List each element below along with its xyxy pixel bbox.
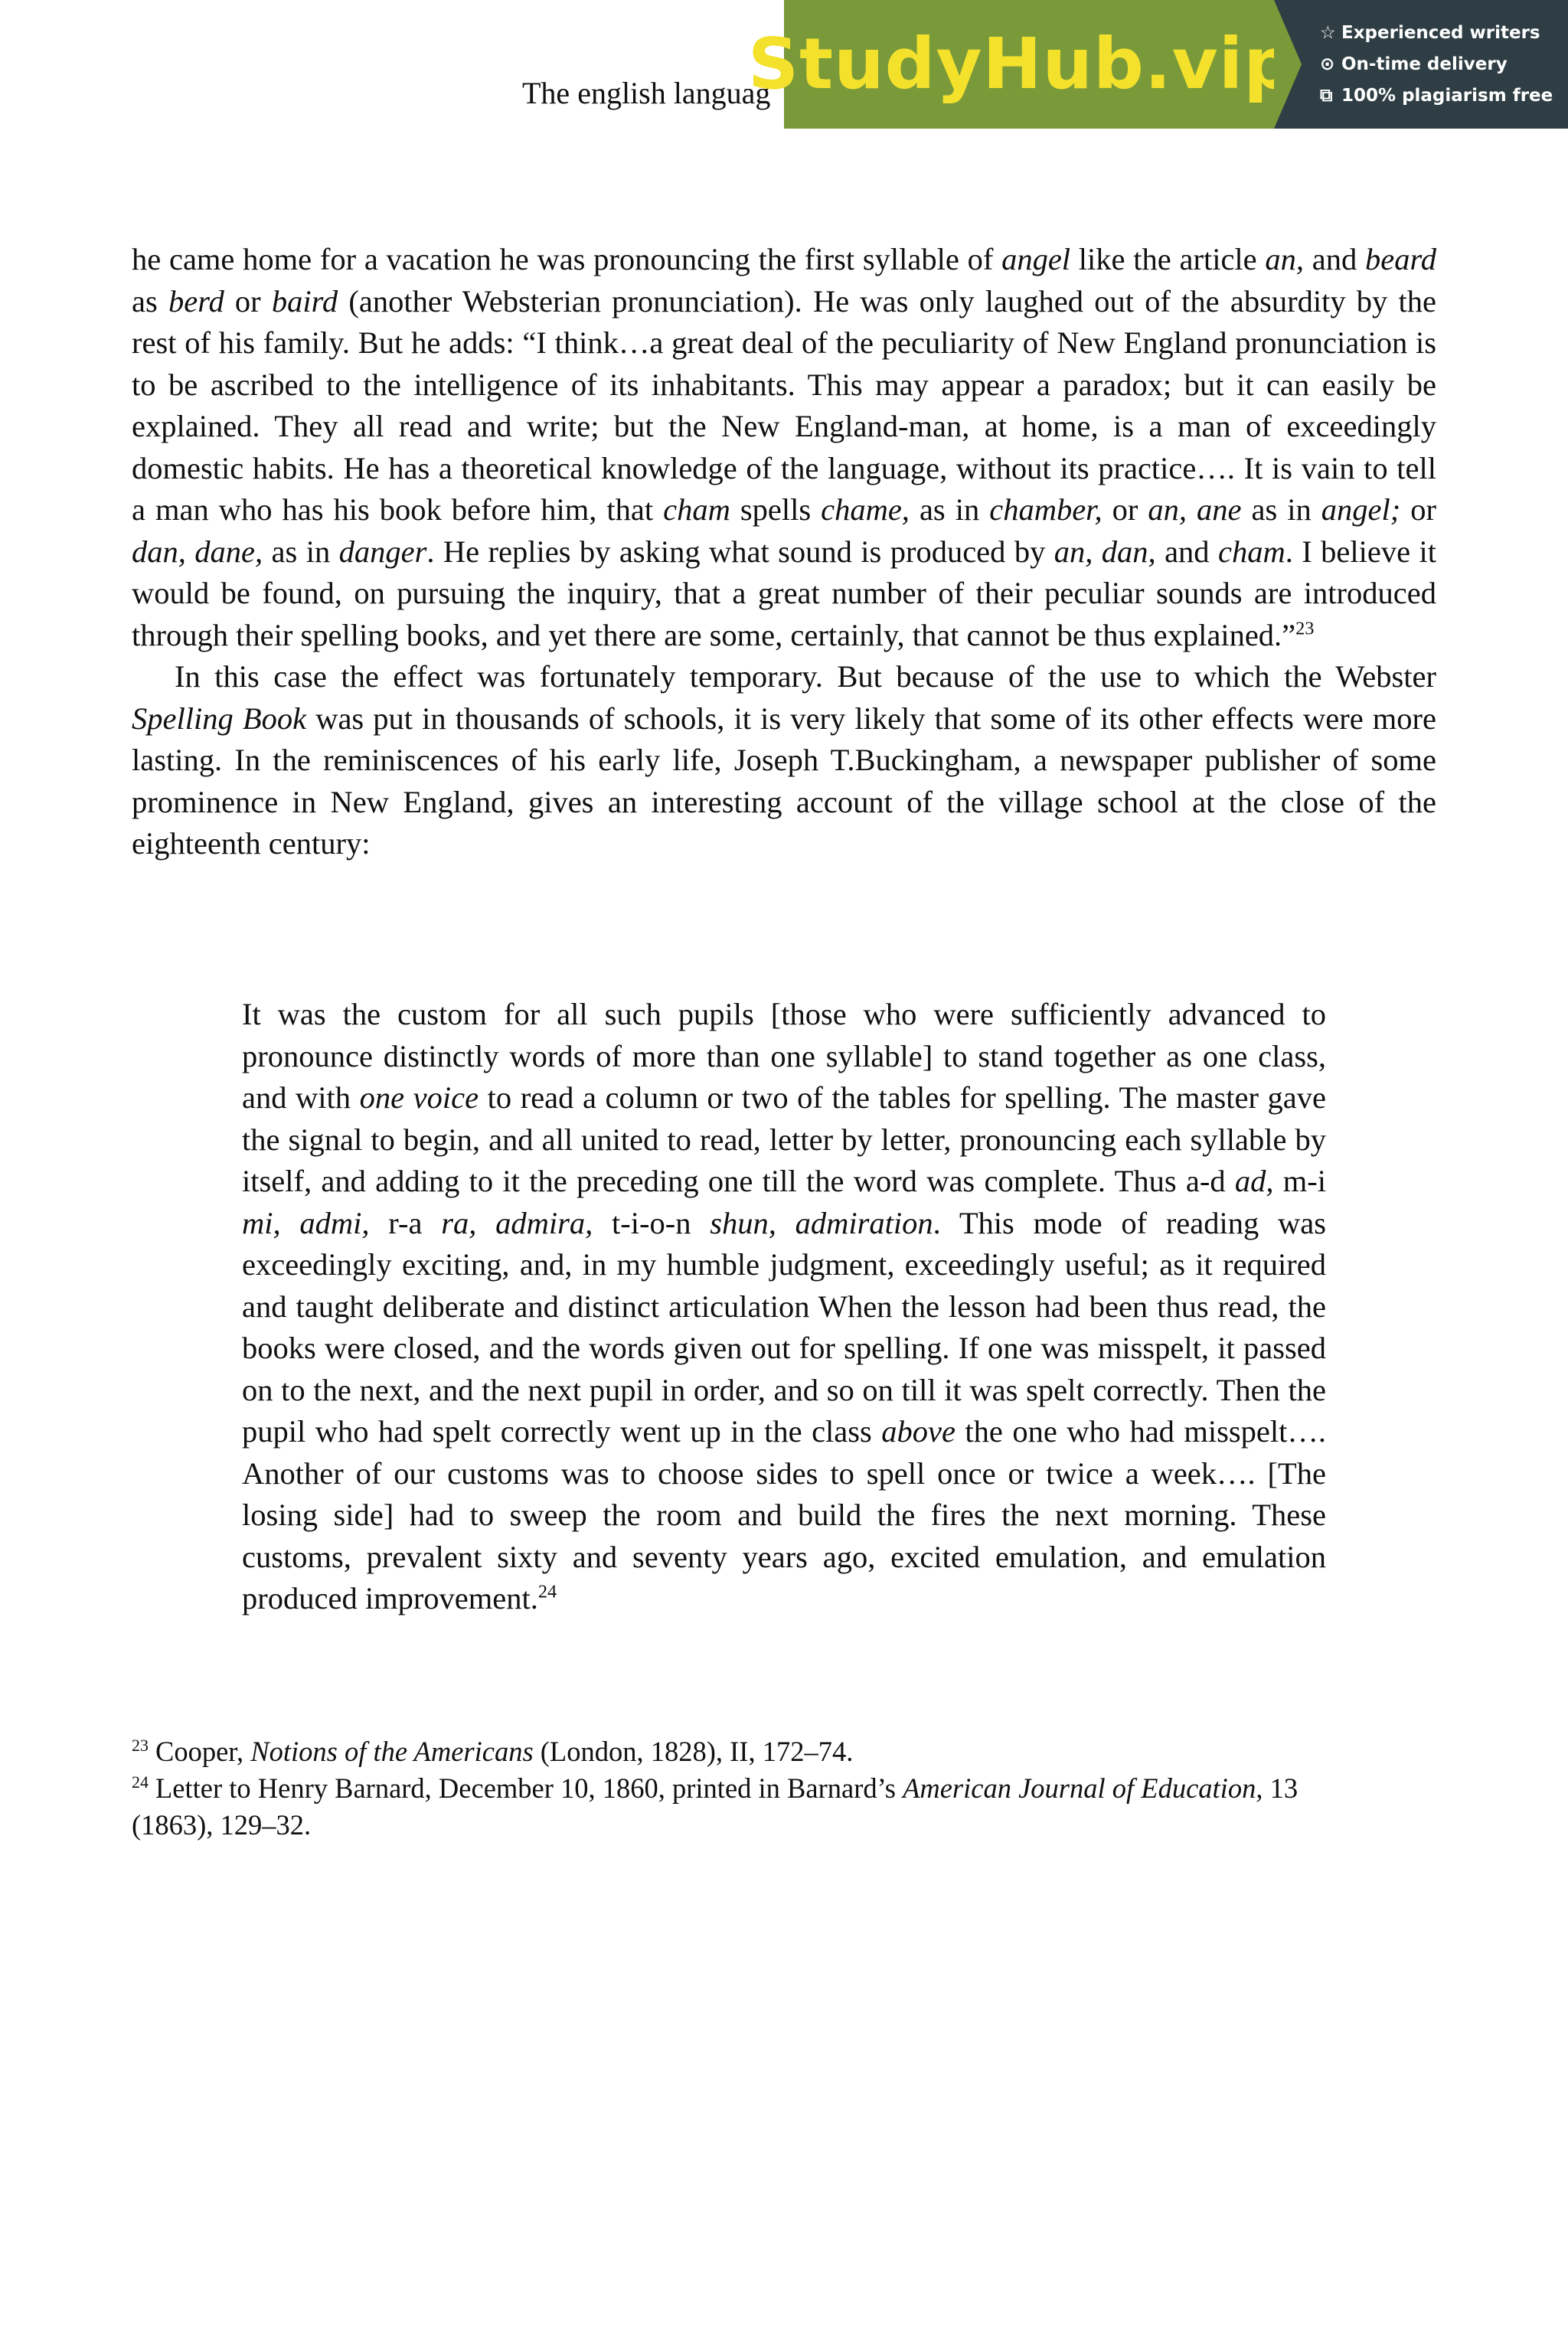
italic-text: Notions of the Americans (250, 1736, 534, 1767)
text-run: as in (263, 534, 339, 569)
italic-text: dan, dane, (132, 534, 263, 569)
footnote-23 (132, 1733, 1318, 1770)
italic-text: cham (1217, 534, 1285, 569)
banner-logo-area[interactable] (747, 0, 1295, 129)
banner-feature (1320, 49, 1568, 80)
italic-text: an, dan, (1054, 534, 1156, 569)
clock-icon: ⊙ (1320, 54, 1335, 74)
italic-text: above (881, 1414, 956, 1449)
text-run: or (1400, 492, 1436, 527)
studyhub-logo[interactable]: StudyHub.vip (747, 23, 1295, 105)
star-outline-icon: ☆ (1320, 22, 1336, 43)
body-paragraph (132, 656, 1436, 865)
italic-text: shun, admiration (710, 1205, 933, 1240)
text-run: Letter to Henry Barnard, December 10, 1860, printed in Barnard’s (148, 1772, 903, 1804)
block-quote (242, 994, 1326, 1620)
text-run: he came home for a vacation he was pronouncing the first syllable of (132, 242, 1002, 276)
italic-text: American Journal of Education, (903, 1772, 1263, 1804)
italic-text: danger (338, 534, 427, 569)
feature-label: On-time delivery (1341, 54, 1508, 74)
footnote-ref: 23 (1295, 618, 1315, 639)
banner-feature (1320, 80, 1568, 112)
text-run: and (1304, 242, 1365, 276)
italic-text: chame, (821, 492, 910, 527)
footnote-24 (132, 1770, 1318, 1844)
italic-text: baird (271, 283, 338, 318)
text-run: spells (730, 492, 822, 527)
text-run: In this case the effect was fortunately temporary. But because of the use to which the Webster (175, 659, 1436, 694)
italic-text: ad, (1234, 1164, 1274, 1198)
text-run: . I believe it would be found, on pursuing the inquiry, that a great number of their peculiar sounds are introduced through their spelling books, and yet there are some, certainly, that cannot be thus explained.” (132, 534, 1436, 652)
footnote-ref: 24 (537, 1581, 557, 1602)
text-run: 13 (1863), 129–32. (132, 1772, 1298, 1841)
text-run: the one who had misspelt…. Another of our customs was to choose sides to spell once or twice a week…. [The losing side] had to sweep the room and build the fires the next morning. These customs, prevalent sixty and seventy years ago, excited emulation, and emulation produced improvement. (242, 1414, 1327, 1615)
running-header: The english languag (522, 76, 771, 110)
banner-feature (1320, 18, 1568, 49)
text-run: (another Websterian pronunciation). He was only laughed out of the absurdity by the rest of his family. But he adds: “I think…a great deal of the peculiarity of New England pronunciation is to be ascribed to the intelligence of its inhabitants. This may appear a paradox; but it can easily be explained. They all read and write; but the New England-man, at home, is a man of exceedingly domestic habits. He has a theoretical knowledge of the language, without its practice…. It is vain to tell a man who has his book before him, that (132, 283, 1436, 527)
italic-text: angel (1001, 242, 1071, 276)
main-text (132, 239, 1436, 865)
italic-text: one voice (359, 1080, 479, 1115)
text-run: as (132, 283, 168, 318)
copy-icon: ⧉ (1320, 85, 1333, 106)
banner-features-list (1274, 0, 1568, 129)
footnote-ref: 23 (132, 1735, 149, 1755)
text-run: It was the custom for all such pupils [those who were sufficiently advanced to pronounce distinctly words of more than one syllable] to stand together as one class, and with (242, 997, 1326, 1115)
text-run: r-a (369, 1205, 442, 1240)
text-run: . He replies by asking what sound is produced by (426, 534, 1054, 569)
text-run: like the article (1070, 242, 1266, 276)
text-run: . This mode of reading was exceedingly exciting, and, in my humble judgment, exceedingly useful; as it required and taught deliberate and distinct articulation When the lesson had been thus read, the books were closed, and the words given out for spelling. If one was misspelt, it passed on to the next, and the next pupil in order, and so on till it was spelt correctly. Then the pupil who had spelt correctly went up in the class (242, 1205, 1327, 1449)
footnotes (132, 1733, 1318, 1844)
body-paragraph (132, 239, 1436, 656)
italic-text: berd (168, 283, 224, 318)
italic-text: ra, admira, (441, 1205, 593, 1240)
italic-text: Spelling Book (132, 701, 307, 736)
banner-arrow-shape (1274, 0, 1302, 129)
text-run: as in (1241, 492, 1321, 527)
italic-text: mi, admi, (242, 1205, 370, 1240)
text-run: as in (909, 492, 990, 527)
text-run: to read a column or two of the tables for spelling. The master gave the signal to begin, and all united to read, letter by letter, pronouncing each syllable by itself, and adding to it the preceding one till the word was complete. Thus a-d (242, 1080, 1326, 1198)
text-run: (London, 1828), II, 172–74. (533, 1736, 854, 1767)
italic-text: chamber, (989, 492, 1102, 527)
text-run: t-i-o-n (593, 1205, 710, 1240)
feature-label: Experienced writers (1341, 22, 1540, 43)
italic-text: angel; (1321, 492, 1401, 527)
text-run: was put in thousands of schools, it is very likely that some of its other effects were more lasting. In the reminiscences of his early life, Joseph T.Buckingham, a newspaper publisher of some prominence in New England, gives an interesting account of the village school at the close of the eighteenth century: (132, 701, 1436, 861)
footnote-ref: 24 (132, 1772, 149, 1792)
italic-text: an, ane (1148, 492, 1242, 527)
feature-label: 100% plagiarism free (1341, 85, 1553, 106)
text-run: Cooper, (148, 1736, 251, 1767)
text-run: or (224, 283, 272, 318)
ad-banner[interactable] (747, 0, 1568, 129)
italic-text: beard (1365, 242, 1436, 276)
text-run: m-i (1273, 1164, 1326, 1198)
text-run: and (1155, 534, 1218, 569)
text-run: or (1102, 492, 1148, 527)
italic-text: cham (663, 492, 730, 527)
italic-text: an, (1265, 242, 1305, 276)
